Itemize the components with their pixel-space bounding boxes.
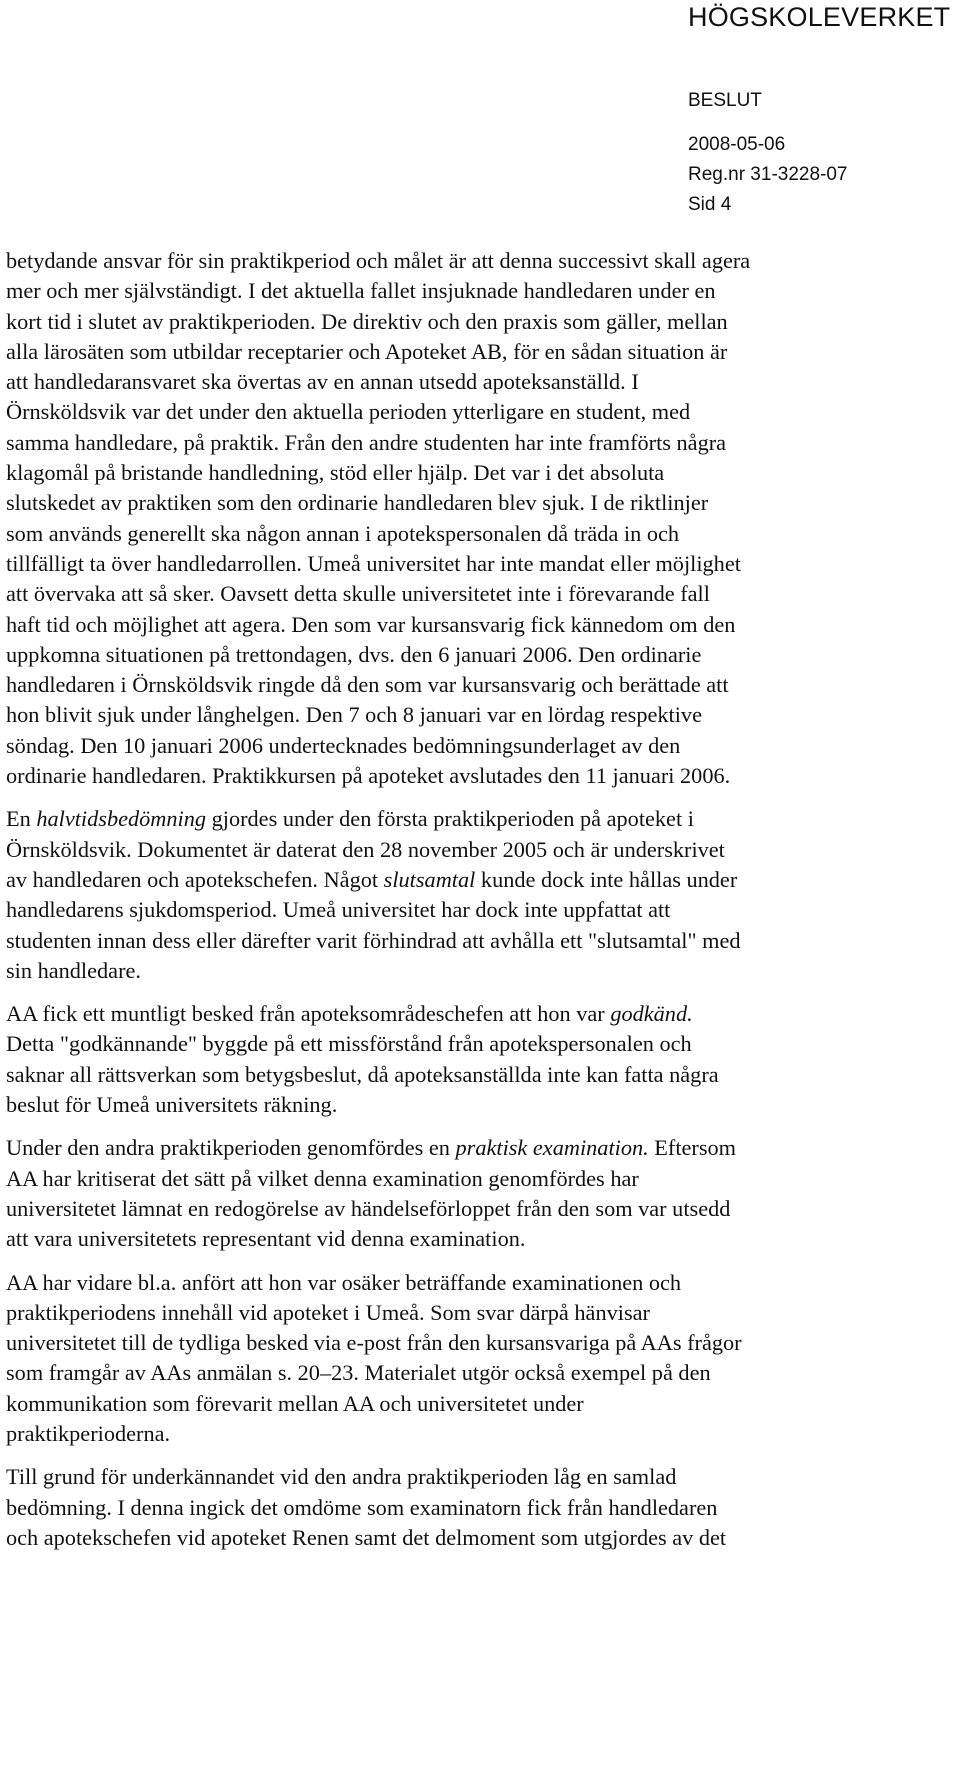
text-line: Örnsköldsvik var det under den aktuella perioden ytterligare en student, med xyxy=(6,399,691,425)
paragraph-6 xyxy=(6,1462,956,1553)
text-line: att vara universitetets representant vid denna examination. xyxy=(6,1226,526,1252)
text-line: handledarens sjukdomsperiod. Umeå universitet har dock inte uppfattat att xyxy=(6,897,671,923)
text-line: mer och mer självständigt. I det aktuella fallet insjuknade handledaren under en xyxy=(6,278,716,304)
text-line: klagomål på bristande handledning, stöd eller hjälp. Det var i det absoluta xyxy=(6,460,665,486)
registration-number: Reg.nr 31-3228-07 xyxy=(688,164,848,185)
text-segment: gjordes under den första praktikperioden på apoteket i xyxy=(206,806,694,832)
text-line: att handledaransvaret ska övertas av en annan utsedd apoteksanställd. I xyxy=(6,369,639,395)
text-line: tillfälligt ta över handledarrollen. Umeå universitet har inte mandat eller möjlighet xyxy=(6,550,741,576)
agency-name: HÖGSKOLEVERKET xyxy=(688,2,951,32)
text-line: kommunikation som förevarit mellan AA och universitetet under xyxy=(6,1390,584,1416)
text-line: studenten innan dess eller därefter varit förhindrad att avhålla ett "slutsamtal" med xyxy=(6,927,741,953)
text-line: Örnsköldsvik. Dokumentet är daterat den 28 november 2005 och är underskrivet xyxy=(6,836,725,862)
text-line: sin handledare. xyxy=(6,957,141,983)
text-segment: Under den andra praktikperioden genomfördes en xyxy=(6,1135,456,1161)
text-line: AA har kritiserat det sätt på vilket denna examination genomfördes har xyxy=(6,1165,639,1191)
paragraph-1 xyxy=(6,246,956,791)
text-segment: kunde dock inte hållas under xyxy=(475,866,738,892)
text-line: som används generellt ska någon annan i apotekspersonalen då träda in och xyxy=(6,520,680,546)
text-line: AA har vidare bl.a. anfört att hon var osäker beträffande examinationen och xyxy=(6,1269,682,1295)
text-line: universitetet lämnat en redogörelse av händelseförloppet från den som var utsedd xyxy=(6,1195,731,1221)
text-line: söndag. Den 10 januari 2006 undertecknades bedömningsunderlaget av den xyxy=(6,732,681,758)
document-date: 2008-05-06 xyxy=(688,134,786,155)
text-segment: AA fick ett muntligt besked från apoteksområdeschefen att hon var xyxy=(6,1001,611,1027)
text-line: universitetet till de tydliga besked via e-post från den kursansvariga på AAs frågor xyxy=(6,1330,742,1356)
text-line: alla lärosäten som utbildar receptarier och Apoteket AB, för en sådan situation är xyxy=(6,338,728,364)
text-line: handledaren i Örnsköldsvik ringde då den som var kursansvarig och berättade att xyxy=(6,672,729,698)
document-type: BESLUT xyxy=(688,90,762,111)
text-line: ordinarie handledaren. Praktikkursen på apoteket avslutades den 11 januari 2006. xyxy=(6,763,731,789)
document-metadata xyxy=(688,86,848,220)
text-line xyxy=(6,1133,956,1163)
text-line: slutskedet av praktiken som den ordinarie handledaren blev sjuk. I de riktlinjer xyxy=(6,490,709,516)
text-line: kort tid i slutet av praktikperioden. De direktiv och den praxis som gäller, mellan xyxy=(6,308,728,334)
emphasis-text: godkänd. xyxy=(610,1001,693,1027)
text-line: uppkomna situationen på trettondagen, dvs. den 6 januari 2006. Den ordinarie xyxy=(6,641,702,667)
emphasis-text: slutsamtal xyxy=(383,866,476,892)
text-line: Detta "godkännande" byggde på ett missförstånd från apotekspersonalen och xyxy=(6,1031,692,1057)
text-line: saknar all rättsverkan som betygsbeslut, då apoteksanställda inte kan fatta några xyxy=(6,1061,719,1087)
text-segment: av handledaren och apotekschefen. Något xyxy=(6,866,384,892)
paragraph-2 xyxy=(6,804,956,986)
text-line: betydande ansvar för sin praktikperiod och målet är att denna successivt skall agera xyxy=(6,248,751,273)
text-line: och apotekschefen vid apoteket Renen samt det delmoment som utgjordes av det xyxy=(6,1524,727,1550)
text-line: samma handledare, på praktik. Från den andre studenten har inte framförts några xyxy=(6,429,727,455)
text-line xyxy=(6,999,956,1029)
paragraph-4 xyxy=(6,1133,956,1254)
text-line: hon blivit sjuk under långhelgen. Den 7 och 8 januari var en lördag respektive xyxy=(6,702,702,728)
text-line: praktikperioderna. xyxy=(6,1420,171,1446)
text-line xyxy=(6,804,956,834)
text-line: haft tid och möjlighet att agera. Den som var kursansvarig fick kännedom om den xyxy=(6,611,736,637)
text-line xyxy=(6,865,956,895)
page-number: Sid 4 xyxy=(688,194,732,215)
text-segment: Eftersom xyxy=(648,1135,737,1161)
paragraph-5 xyxy=(6,1268,956,1450)
document-body xyxy=(6,246,956,1566)
text-line: beslut för Umeå universitets räkning. xyxy=(6,1092,338,1118)
text-line: att övervaka att så sker. Oavsett detta skulle universitetet inte i förevarande fall xyxy=(6,581,710,607)
emphasis-text: praktisk examination. xyxy=(455,1135,649,1161)
text-line: som framgår av AAs anmälan s. 20–23. Materialet utgör också exempel på den xyxy=(6,1360,711,1386)
text-line: Till grund för underkännandet vid den andra praktikperioden låg en samlad xyxy=(6,1464,677,1490)
paragraph-3 xyxy=(6,999,956,1120)
text-line: bedömning. I denna ingick det omdöme som examinatorn fick från handledaren xyxy=(6,1494,718,1520)
text-line: praktikperiodens innehåll vid apoteket i Umeå. Som svar därpå hänvisar xyxy=(6,1299,650,1325)
text-segment: En xyxy=(6,806,37,832)
emphasis-text: halvtidsbedömning xyxy=(36,806,207,832)
